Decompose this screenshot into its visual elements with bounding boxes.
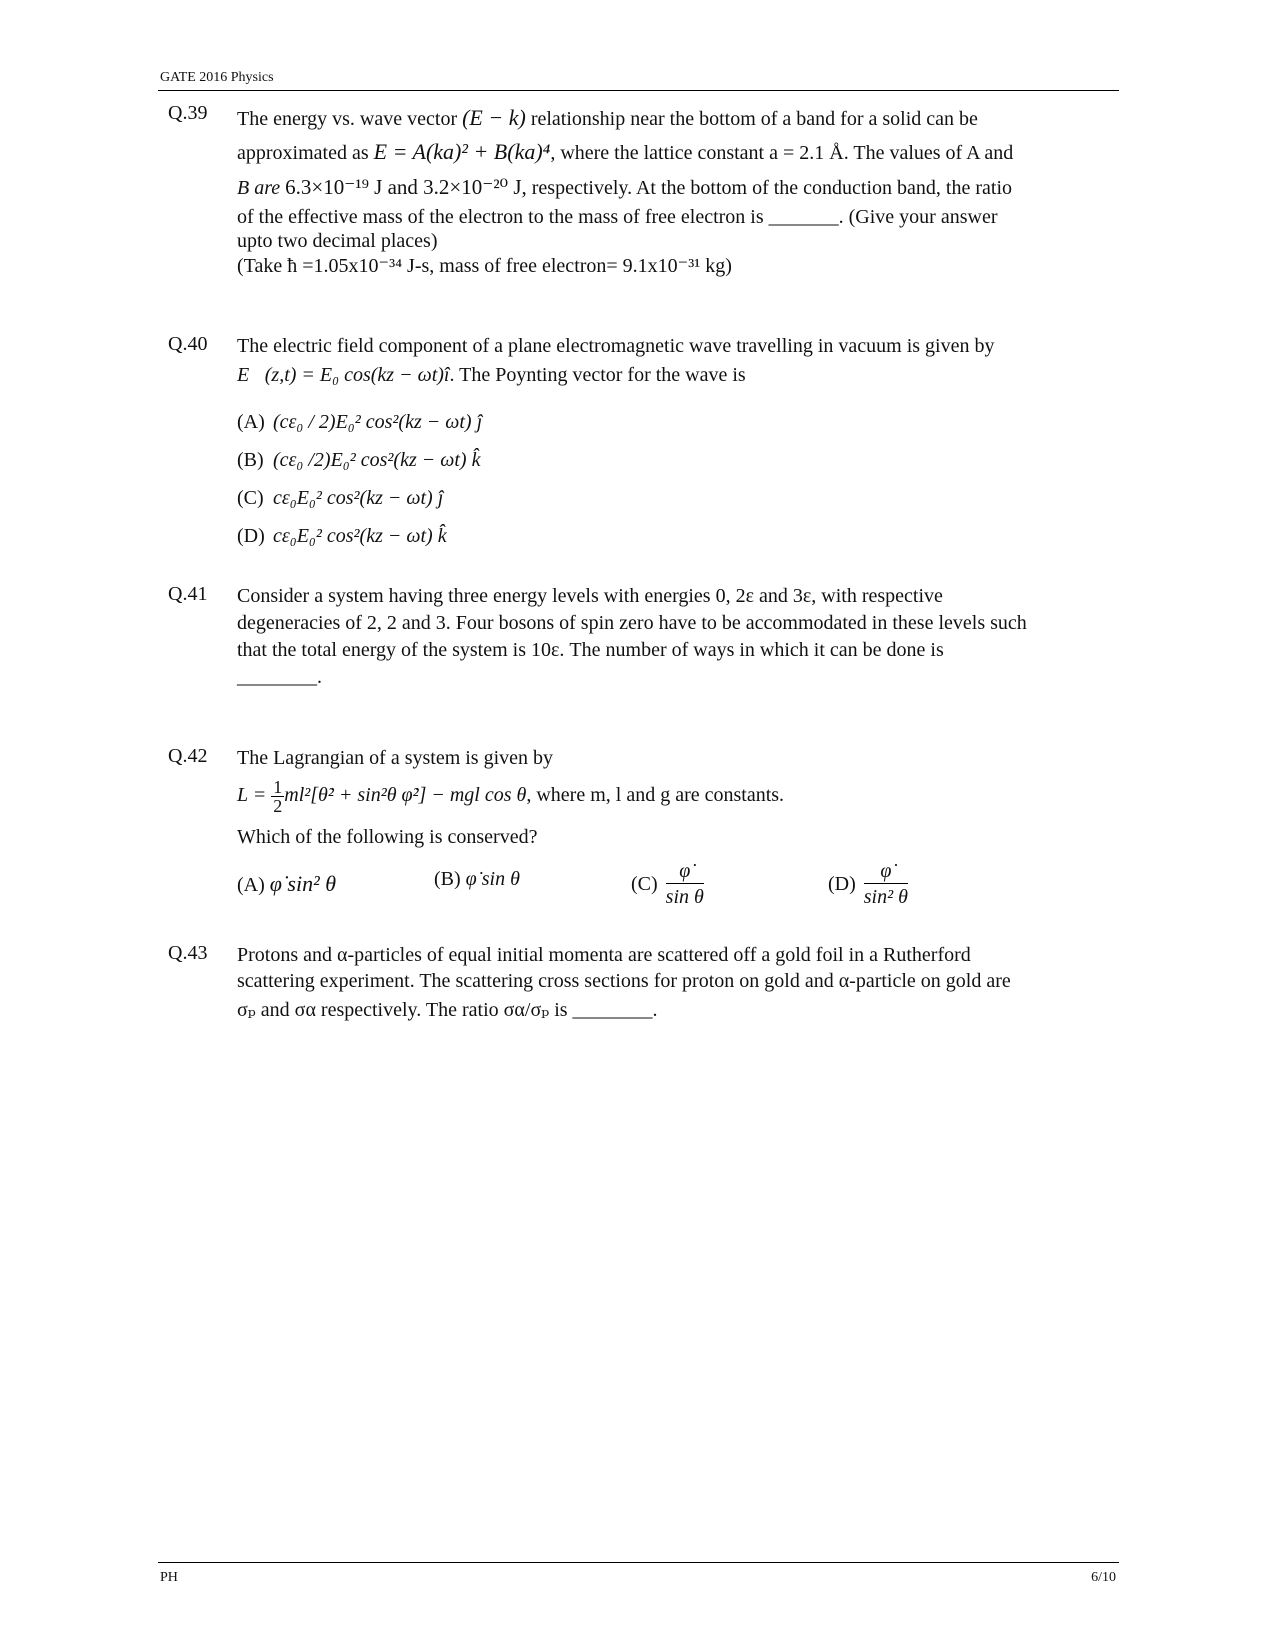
- text: Which of the following is conserved?: [237, 826, 538, 848]
- fraction: [864, 859, 908, 910]
- question-number: Q.42: [168, 745, 208, 767]
- text: . The Poynting vector for the wave is: [449, 364, 746, 386]
- text: The energy vs. wave vector: [237, 108, 463, 130]
- options-row: [237, 855, 1102, 915]
- lagrangian-equation: [237, 771, 1102, 819]
- math-expression: E = A(ka)² + B(ka)⁴: [373, 139, 551, 164]
- option-label: (A): [237, 411, 265, 433]
- text: σₚ and σα respectively. The ratio σα/σₚ is ________.: [237, 999, 658, 1021]
- fraction-numerator: φ̇: [864, 859, 908, 884]
- text: approximated as: [237, 142, 374, 164]
- text: The electric field component of a plane electromagnetic wave travelling in vacuum is given by: [237, 335, 995, 357]
- question-text: [237, 942, 1102, 1026]
- math-expression: (E − k): [462, 105, 526, 130]
- option-text: φ̇ sin² θ: [269, 871, 337, 896]
- text: degeneracies of 2, 2 and 3. Four bosons of spin zero have to be accommodated in these levels such: [237, 612, 1027, 634]
- question-number: Q.39: [168, 102, 208, 124]
- fraction-denominator: sin θ: [665, 886, 704, 908]
- text: B are: [237, 177, 286, 199]
- option-b[interactable]: [434, 865, 520, 894]
- text: , where m, l and g are constants.: [526, 784, 785, 806]
- fraction-denominator: sin² θ: [863, 886, 908, 908]
- question-text: [237, 333, 1102, 555]
- option-label: (B): [237, 449, 264, 471]
- option-label: (C): [237, 487, 264, 509]
- text: of the effective mass of the electron to the mass of free electron is _______. (Give your answer: [237, 206, 998, 228]
- math-expression: 6.3×10⁻¹⁹ J and 3.2×10⁻²⁰ J,: [285, 175, 527, 199]
- question-number: Q.41: [168, 583, 208, 605]
- text: (Take ħ =1.05x10⁻³⁴ J-s, mass of free electron= 9.1x10⁻³¹ kg): [237, 255, 732, 277]
- math-expression: ml²[θ̇² + sin²θ φ̇²] − mgl cos θ: [284, 784, 527, 806]
- option-d[interactable]: [828, 859, 908, 910]
- fraction-numerator: 1: [273, 776, 283, 797]
- option-text: cε₀E₀² cos²(kz − ωt) ĵ: [273, 487, 444, 509]
- header-rule: [158, 90, 1119, 91]
- option-b[interactable]: [237, 441, 1102, 479]
- footer-subject-code: PH: [160, 1570, 178, 1585]
- math-expression: L =: [237, 784, 272, 806]
- option-text: (cε₀ / 2)E₀² cos²(kz − ωt) ĵ: [273, 411, 483, 433]
- option-text: cε₀E₀² cos²(kz − ωt) k̂: [273, 525, 447, 547]
- option-label: (A): [237, 874, 265, 896]
- text: scattering experiment. The scattering cross sections for proton on gold and α-particle on gold are: [237, 970, 1011, 992]
- option-text: φ̇ sin θ: [465, 868, 520, 890]
- text: Consider a system having three energy levels with energies 0, 2ε and 3ε, with respective: [237, 585, 943, 607]
- text: relationship near the bottom of a band for a solid can be: [525, 108, 978, 130]
- option-c[interactable]: [237, 479, 1102, 517]
- option-label: (C): [631, 873, 658, 895]
- page-header: GATE 2016 Physics: [160, 70, 274, 85]
- text: Protons and α-particles of equal initial momenta are scattered off a gold foil in a Rutherford: [237, 944, 971, 966]
- option-text: (cε₀ /2)E₀² cos²(kz − ωt) k̂: [273, 449, 481, 471]
- fraction: [666, 859, 704, 910]
- question-text: [237, 745, 1102, 915]
- fraction-numerator: φ̇: [666, 859, 704, 884]
- text: , where the lattice constant a = 2.1 Å. The values of A and: [550, 142, 1014, 164]
- option-a[interactable]: [237, 403, 1102, 441]
- fraction: [271, 778, 284, 815]
- footer-rule: [158, 1562, 1119, 1563]
- option-d[interactable]: [237, 517, 1102, 555]
- text: respectively. At the bottom of the conduction band, the ratio: [526, 177, 1012, 199]
- question-number: Q.43: [168, 942, 208, 964]
- question-text: [237, 583, 1102, 691]
- question-number: Q.40: [168, 333, 208, 355]
- option-a[interactable]: [237, 869, 336, 900]
- text: that the total energy of the system is 10ε. The number of ways in which it can be done is: [237, 639, 944, 661]
- math-expression: E⃗(z,t) = E₀ cos(kz − ωt)î: [237, 364, 450, 386]
- fraction-denominator: 2: [273, 795, 283, 816]
- option-label: (B): [434, 868, 461, 890]
- text: ________.: [237, 666, 322, 688]
- text: The Lagrangian of a system is given by: [237, 747, 554, 769]
- option-label: (D): [237, 525, 265, 547]
- option-label: (D): [828, 873, 856, 895]
- question-text: [237, 102, 1102, 279]
- option-c[interactable]: [631, 859, 704, 910]
- text: upto two decimal places): [237, 230, 438, 252]
- page-number: 6/10: [1091, 1570, 1116, 1585]
